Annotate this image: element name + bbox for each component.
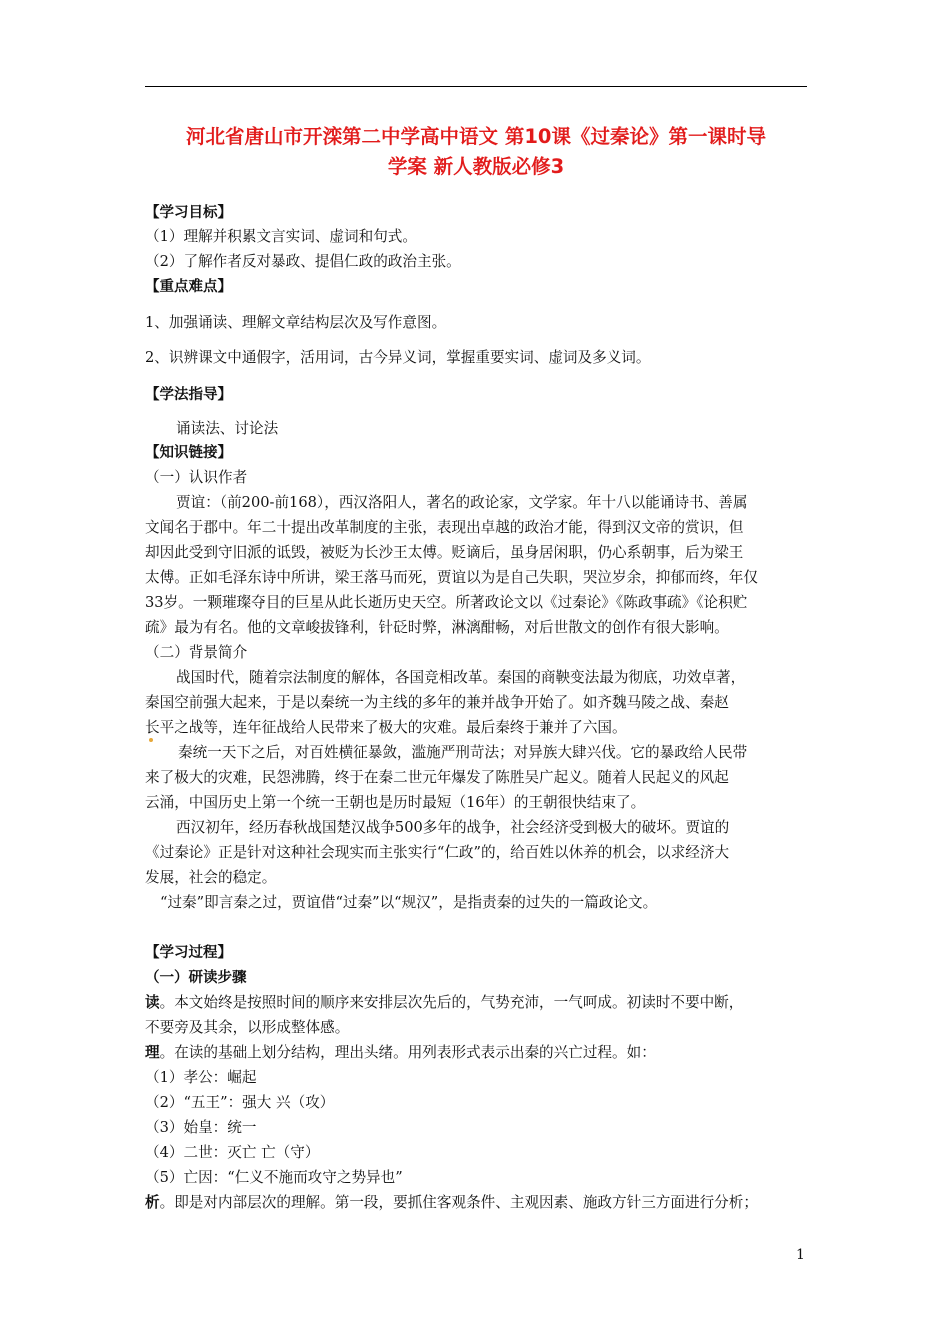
key-heading: 【重点难点】	[145, 279, 232, 295]
background-line: 发展，社会的稳定。	[145, 869, 277, 886]
knowledge-heading: 【知识链接】	[145, 445, 232, 461]
author-paragraph-line: 疏》最为有名。他的文章峻拔锋利，针砭时弊，淋漓酣畅，对后世散文的创作有很大影响。	[145, 619, 729, 636]
process-heading: 【学习过程】	[145, 945, 232, 961]
list-item: （4）二世：灭亡 亡（守）	[145, 1144, 320, 1161]
document-title	[120, 122, 832, 182]
author-paragraph-line: 太傅。正如毛泽东诗中所讲，梁王落马而死，贾谊以为是自己失职，哭泣岁余，抑郁而终，年仅	[145, 569, 758, 586]
page-number: 1	[796, 1247, 805, 1263]
title-line-1: 河北省唐山市开滦第二中学高中语文 第10课《过秦论》第一课时导	[186, 125, 766, 148]
li-label: 理	[145, 1044, 160, 1061]
read-text: 。本文始终是按照时间的顺序来安排层次先后的，气势充沛，一气呵成。初读时不要中断，	[159, 994, 744, 1011]
author-subheading: （一）认识作者	[145, 469, 248, 486]
key-item: 1、加强诵读、理解文章结构层次及写作意图。	[145, 314, 447, 331]
background-line: 《过秦论》正是针对这种社会现实而主张实行“仁政”的，给百姓以休养的机会，以求经济大	[145, 844, 730, 861]
goal-item: （1）理解并积累文言实词、虚词和句式。	[145, 228, 417, 245]
li-step-line	[145, 1041, 656, 1065]
method-text: 诵读法、讨论法	[176, 420, 279, 437]
author-paragraph-line: 文闻名于郡中。年二十提出改革制度的主张，表现出卓越的政治才能，得到汉文帝的赏识，但	[145, 519, 744, 536]
process-subheading: （一）研读步骤	[145, 970, 247, 986]
list-item: （5）亡因：“仁义不施而攻守之势异也”	[145, 1169, 403, 1186]
title-line-2: 学案 新人教版必修3	[387, 155, 565, 178]
list-item: （1）孝公：崛起	[145, 1069, 257, 1086]
read-step-line-2: 不要旁及其余，以形成整体感。	[145, 1019, 350, 1036]
read-label: 读	[145, 994, 160, 1011]
xi-step-line	[145, 1191, 758, 1215]
method-heading: 【学法指导】	[145, 387, 232, 403]
stray-mark-dot	[149, 738, 153, 742]
background-line: 来了极大的灾难，民怨沸腾，终于在秦二世元年爆发了陈胜吴广起义。随着人民起义的风起	[145, 769, 729, 786]
list-item: （3）始皇：统一	[145, 1119, 257, 1136]
background-line: 长平之战等，连年征战给人民带来了极大的灾难。最后秦终于兼并了六国。	[145, 719, 627, 736]
author-paragraph-line: 33岁。一颗璀璨夺目的巨星从此长逝历史天空。所著政论文以《过秦论》《陈政事疏》《论积贮	[145, 594, 748, 611]
background-line: 云涌，中国历史上第一个统一王朝也是历时最短（16年）的王朝很快结束了。	[145, 794, 646, 811]
header-rule	[145, 86, 807, 87]
background-subheading: （二）背景简介	[145, 644, 248, 661]
li-text: 。在读的基础上划分结构，理出头绪。用列表形式表示出秦的兴亡过程。如：	[159, 1044, 656, 1061]
goal-item: （2）了解作者反对暴政、提倡仁政的政治主张。	[145, 253, 461, 270]
goals-heading: 【学习目标】	[145, 205, 232, 221]
list-item: （2）“五王”：强大 兴（攻）	[145, 1094, 335, 1111]
author-paragraph-line: 却因此受到守旧派的诋毁，被贬为长沙王太傅。贬谪后，虽身居闲职，仍心系朝事，后为梁王	[145, 544, 744, 561]
author-paragraph-line: 贾谊：（前200-前168），西汉洛阳人，著名的政论家，文学家。年十八以能诵诗书、善属	[176, 494, 748, 511]
background-line: 西汉初年，经历春秋战国楚汉战争500多年的战争，社会经济受到极大的破坏。贾谊的	[176, 819, 730, 836]
background-line: 秦统一天下之后，对百姓横征暴敛，滥施严刑苛法；对异族大肆兴伐。它的暴政给人民带	[178, 744, 748, 761]
read-step-line	[145, 991, 743, 1015]
background-line: 战国时代，随着宗法制度的解体，各国竞相改革。秦国的商鞅变法最为彻底，功效卓著，	[176, 669, 746, 686]
xi-text: 。即是对内部层次的理解。第一段，要抓住客观条件、主观因素、施政方针三方面进行分析；	[159, 1194, 758, 1211]
background-line: 秦国空前强大起来，于是以秦统一为主线的多年的兼并战争开始了。如齐魏马陵之战、秦赵	[145, 694, 729, 711]
xi-label: 析	[145, 1194, 160, 1211]
background-line: “过秦”即言秦之过，贾谊借“过秦”以“规汉”，是指责秦的过失的一篇政论文。	[160, 894, 658, 911]
key-item: 2、识辨课文中通假字，活用词，古今异义词，掌握重要实词、虚词及多义词。	[145, 349, 651, 366]
